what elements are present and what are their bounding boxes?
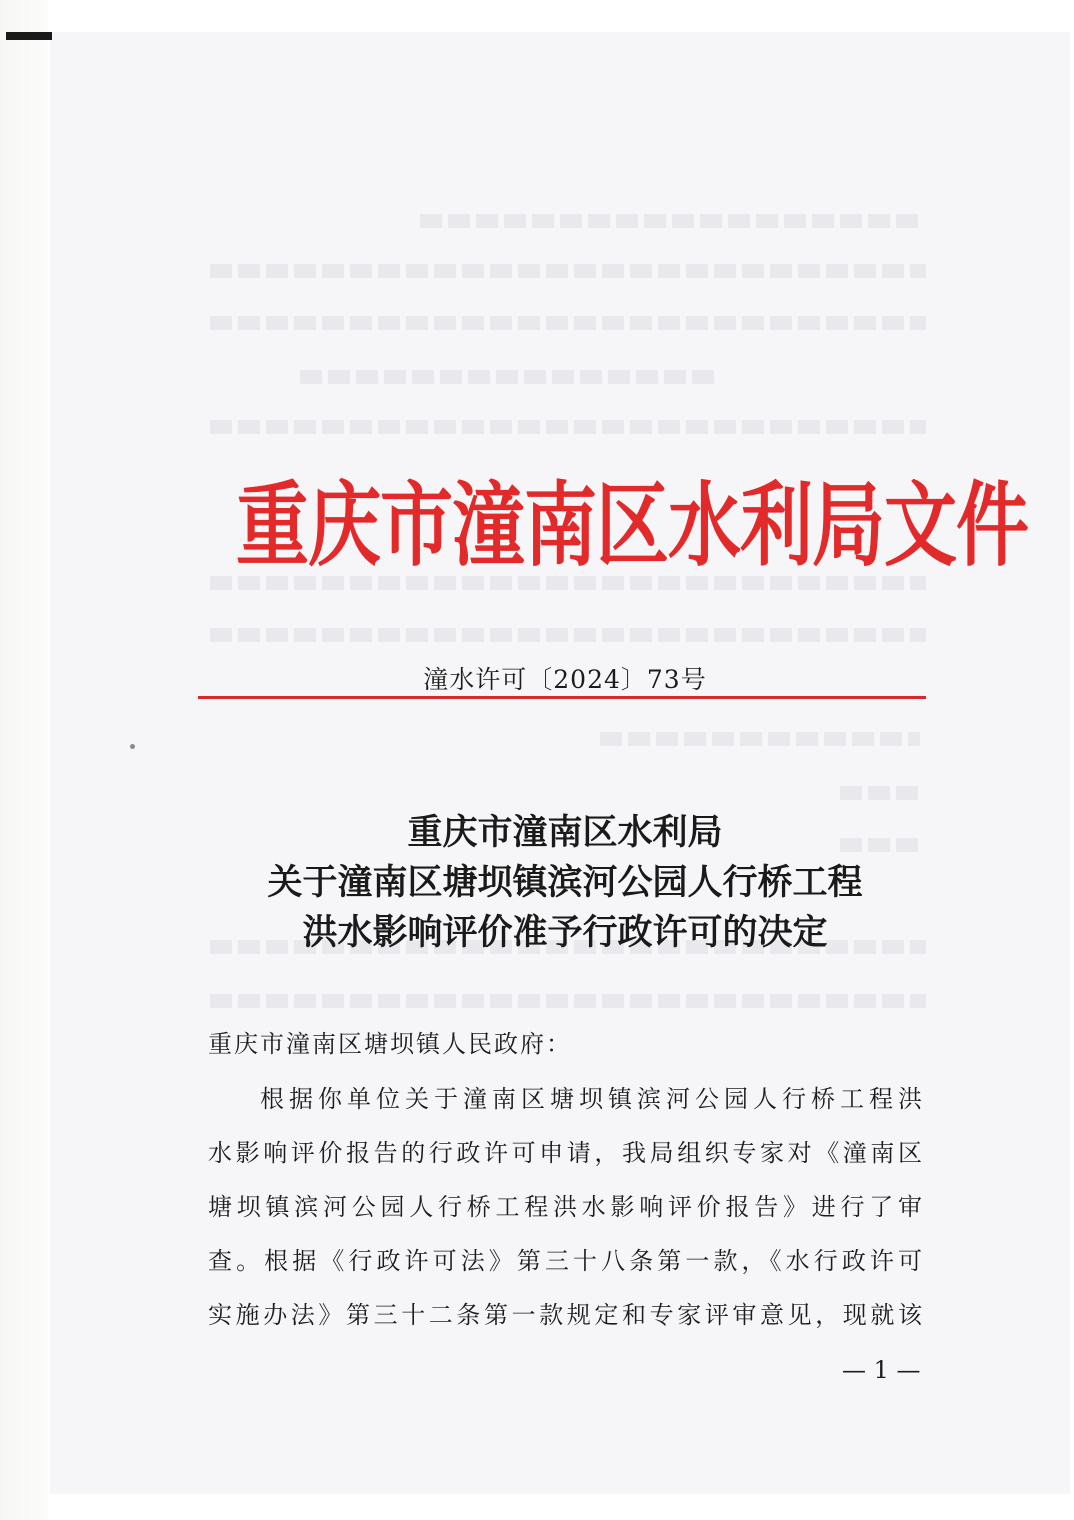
body-line: 实施办法》第三十二条第一款规定和专家评审意见，现就该 (208, 1301, 924, 1329)
paper-speck (130, 744, 135, 749)
red-divider-line (198, 696, 926, 699)
title-line: 关于潼南区塘坝镇滨河公园人行桥工程 (267, 863, 863, 903)
header-title: 重庆市潼南区水利局文件 (236, 473, 1028, 580)
page-number: — 1 — (842, 1356, 921, 1384)
body-line: 水影响评价报告的行政许可申请，我局组织专家对《潼南区 (208, 1139, 924, 1167)
body-paragraph (208, 1072, 924, 1342)
title-line: 洪水影响评价准予行政许可的决定 (302, 913, 828, 953)
scan-edge (0, 0, 48, 1520)
body-line: 根据你单位关于潼南区塘坝镇滨河公园人行桥工程洪 (260, 1085, 924, 1113)
scan-corner-mark (6, 32, 52, 40)
document-title (0, 808, 1074, 958)
addressee: 重庆市潼南区塘坝镇人民政府： (208, 1030, 572, 1058)
body-line: 查。根据《行政许可法》第三十八条第一款，《水行政许可 (208, 1247, 924, 1275)
title-line: 重庆市潼南区水利局 (407, 813, 723, 853)
document-number: 潼水许可〔2024〕73号 (423, 665, 707, 694)
body-line: 塘坝镇滨河公园人行桥工程洪水影响评价报告》进行了审 (208, 1193, 924, 1221)
